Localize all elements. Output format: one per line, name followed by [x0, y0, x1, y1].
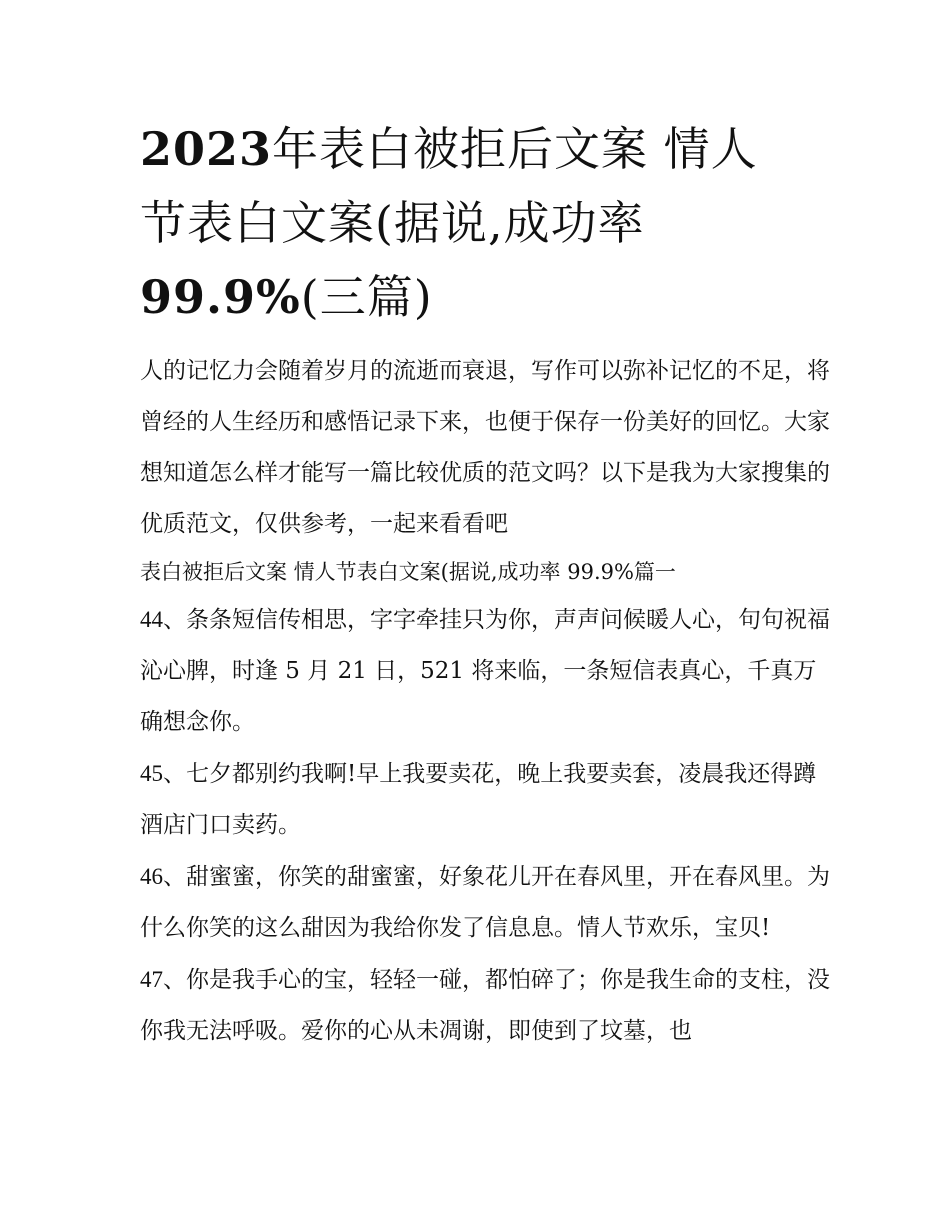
item-number: 47	[140, 967, 163, 992]
item-number: 44	[140, 607, 163, 632]
title-line3-text: (三篇)	[300, 270, 433, 324]
list-item	[140, 594, 830, 748]
title-line1-text: 年表白被拒后文案 情人	[272, 122, 758, 176]
section-subheading: 表白被拒后文案 情人节表白文案(据说,成功率 99.9%篇一	[140, 560, 676, 584]
item-text: 、条条短信传相思，字字牵挂只为你，声声问候暖人心，句句祝福沁心脾，时逢 5 月 21 日，521 将来临，一条短信表真心，千真万确想念你。	[140, 607, 830, 735]
document-page	[140, 112, 830, 1057]
intro-paragraph: 人的记忆力会随着岁月的流逝而衰退，写作可以弥补记忆的不足，将曾经的人生经历和感悟记录下来，也便于保存一份美好的回忆。大家想知道怎么样才能写一篇比较优质的范文吗？以下是我为大家搜集的优质范文，仅供参考，一起来看看吧	[140, 358, 830, 537]
item-number: 45	[140, 761, 163, 786]
list-item	[140, 851, 830, 954]
document-title	[140, 112, 830, 334]
item-number: 46	[140, 864, 163, 889]
title-year: 2023	[140, 122, 273, 176]
item-text: 、七夕都别约我啊!早上我要卖花，晚上我要卖套，凌晨我还得蹲酒店门口卖药。	[140, 761, 817, 838]
list-item	[140, 954, 830, 1057]
title-percent: 99.9%	[140, 270, 301, 324]
title-line2-text: 节表白文案(据说,成功率	[140, 196, 645, 250]
list-item	[140, 748, 830, 851]
item-text: 、你是我手心的宝，轻轻一碰，都怕碎了；你是我生命的支柱，没你我无法呼吸。爱你的心从未凋谢，即使到了坟墓，也	[140, 967, 830, 1044]
item-text: 、甜蜜蜜，你笑的甜蜜蜜，好象花儿开在春风里，开在春风里。为什么你笑的这么甜因为我给你发了信息息。情人节欢乐，宝贝!	[140, 864, 830, 941]
